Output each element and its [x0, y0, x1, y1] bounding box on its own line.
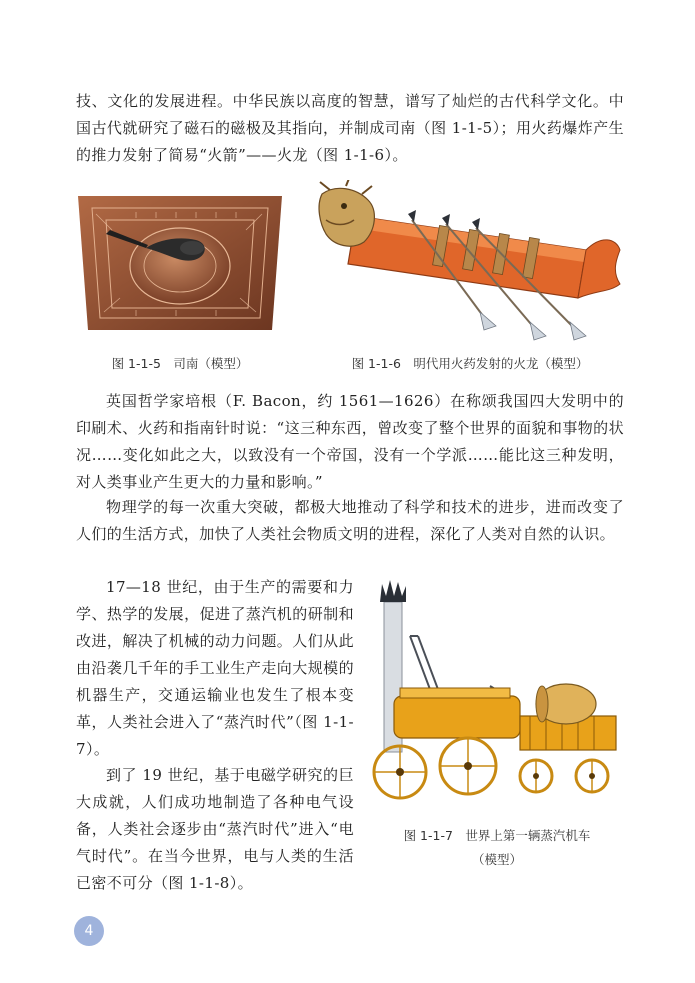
figure-sinan-compass	[76, 190, 284, 336]
figure-1-1-7-caption-line2: （模型）	[471, 852, 522, 867]
paragraph-electric-age: 到了 19 世纪，基于电磁学研究的巨大成就，人们成功地制造了各种电气设备，人类社会逐步由“蒸汽时代”进入“电气时代”。在当今世界，电与人类的生活已密不可分（图 1-1-8）。	[76, 766, 354, 892]
figure-fire-dragon	[316, 180, 624, 342]
figure-1-1-7-caption-line1: 图 1-1-7 世界上第一辆蒸汽机车	[403, 828, 591, 843]
paragraph-ancient-science: 技、文化的发展进程。中华民族以高度的智慧，谱写了灿烂的古代科学文化。中国古代就研究了磁石的磁极及其指向，并制成司南（图 1-1-5）；用火药爆炸产生的推力发射了简易“火箭”——火龙（图 1-1-6）。	[76, 92, 624, 164]
fire-dragon-image	[316, 180, 624, 342]
paragraph-physics-breakthroughs: 物理学的每一次重大突破，都极大地推动了科学和技术的进步，进而改变了人们的生活方式，加快了人类社会物质文明的进程，深化了人类对自然的认识。	[76, 498, 624, 543]
paragraph-steam-age: 17—18 世纪，由于生产的需要和力学、热学的发展，促进了蒸汽机的研制和改进，解决了机械的动力问题。人们从此由沿袭几千年的手工业生产走向大规模的机器生产，交通运输业也发生了根本变革，人类社会进入了“蒸汽时代”（图 1-1-7）。	[76, 578, 354, 758]
steam-locomotive-image	[370, 576, 624, 808]
figure-steam-locomotive	[370, 576, 624, 808]
paragraph-bacon-quote: 英国哲学家培根（F. Bacon，约 1561—1626）在称颂我国四大发明中的印刷术、火药和指南针时说：“这三种东西，曾改变了整个世界的面貌和事物的状况……变化如此之大，以致没有一个帝国，没有一个学派……能比这三种发明，对人类事业产生更大的力量和影响。”	[76, 392, 624, 491]
figure-1-1-6-caption: 图 1-1-6 明代用火药发射的火龙（模型）	[351, 356, 589, 371]
sinan-compass-image	[76, 190, 284, 336]
figure-1-1-5-caption: 图 1-1-5 司南（模型）	[111, 356, 249, 371]
page-number-badge: 4	[74, 916, 104, 946]
